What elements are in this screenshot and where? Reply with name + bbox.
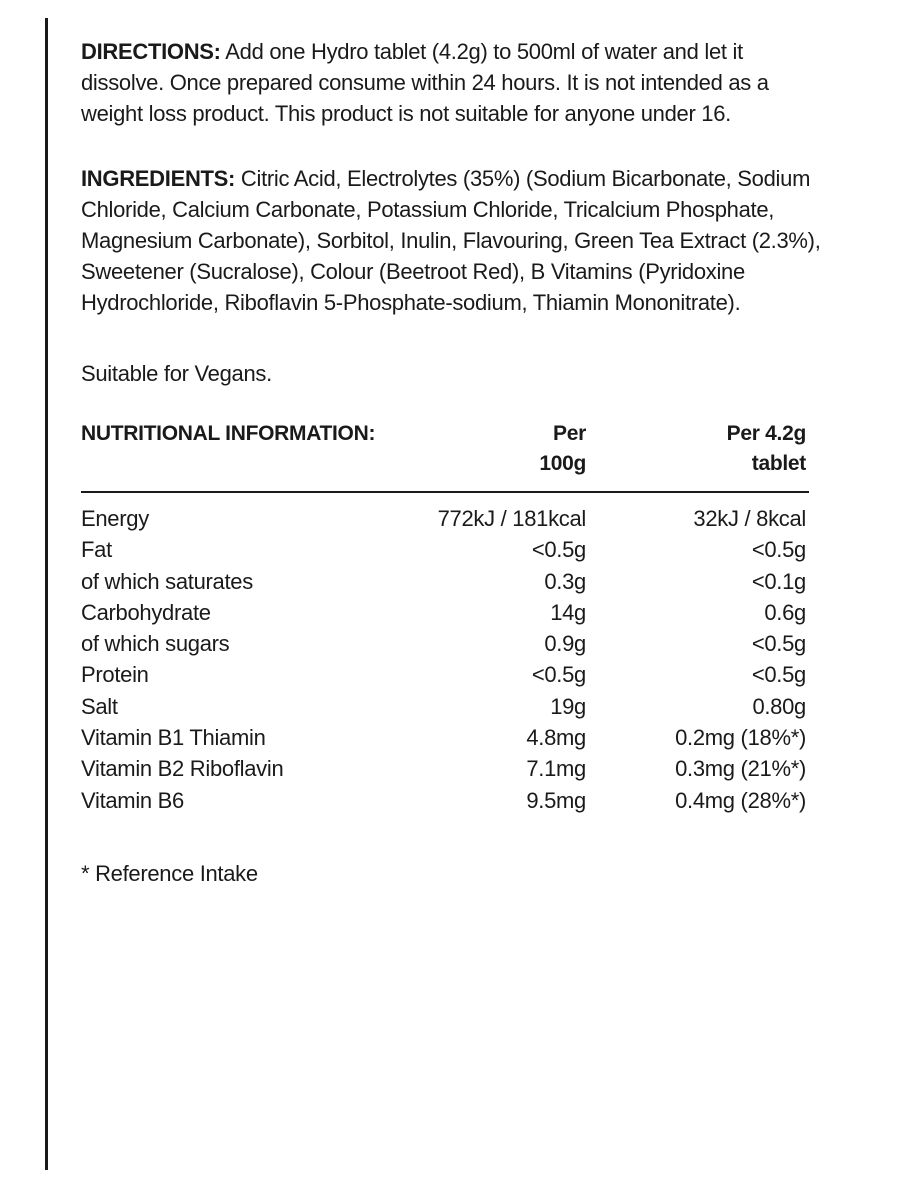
nutrition-header bbox=[81, 419, 821, 479]
column-header-per-tablet-line1: Per 4.2g bbox=[726, 422, 806, 445]
suitability-note: Suitable for Vegans. bbox=[81, 361, 272, 386]
value-per-100g: <0.5g bbox=[531, 662, 586, 688]
nutrition-table bbox=[81, 419, 821, 816]
nutrient-label: Protein bbox=[81, 662, 149, 688]
nutrient-label: Vitamin B2 Riboflavin bbox=[81, 756, 284, 782]
footnote: * Reference Intake bbox=[81, 860, 258, 886]
value-per-tablet: <0.5g bbox=[751, 662, 806, 688]
value-per-100g: 9.5mg bbox=[526, 787, 586, 813]
value-per-tablet: 32kJ / 8kcal bbox=[693, 506, 806, 531]
nutrient-label: Salt bbox=[81, 693, 118, 719]
table-row bbox=[81, 534, 821, 565]
value-per-100g: 7.1mg bbox=[526, 756, 586, 782]
nutrition-rows bbox=[81, 503, 821, 816]
table-row bbox=[81, 597, 821, 628]
table-row bbox=[81, 628, 821, 659]
nutrient-label: Energy bbox=[81, 506, 149, 531]
table-row bbox=[81, 659, 821, 690]
value-per-tablet: <0.5g bbox=[751, 537, 806, 563]
column-header-per-100g-line2: 100g bbox=[539, 452, 586, 475]
table-row bbox=[81, 753, 821, 784]
value-per-100g: <0.5g bbox=[531, 537, 586, 563]
value-per-100g: 772kJ / 181kcal bbox=[437, 506, 586, 531]
directions-text: Add one Hydro tablet (4.2g) to 500ml of water and let it dissolve. Once prepared consume within 24 hours. It is not intended as a weight loss product. This product is not suitable for anyone under 16. bbox=[81, 39, 769, 126]
nutrient-label: Carbohydrate bbox=[81, 599, 211, 625]
value-per-100g: 0.3g bbox=[544, 568, 586, 594]
column-header-per-tablet bbox=[586, 419, 806, 479]
header-divider bbox=[81, 491, 809, 493]
table-row bbox=[81, 503, 821, 534]
nutrient-label: Vitamin B1 Thiamin bbox=[81, 725, 266, 751]
table-row bbox=[81, 691, 821, 722]
table-row bbox=[81, 785, 821, 816]
column-header-per-100g bbox=[411, 419, 586, 479]
value-per-100g: 0.9g bbox=[544, 631, 586, 657]
nutrient-label: of which saturates bbox=[81, 568, 253, 594]
column-header-per-tablet-line2: tablet bbox=[751, 452, 806, 475]
directions-paragraph bbox=[81, 36, 821, 129]
nutrient-label: Vitamin B6 bbox=[81, 787, 184, 813]
nutrition-heading: NUTRITIONAL INFORMATION: bbox=[81, 422, 376, 445]
table-row bbox=[81, 566, 821, 597]
value-per-tablet: 0.4mg (28%*) bbox=[675, 787, 806, 813]
column-header-per-100g-line1: Per bbox=[553, 422, 586, 445]
value-per-tablet: 0.2mg (18%*) bbox=[675, 725, 806, 751]
nutrient-label: of which sugars bbox=[81, 631, 230, 657]
ingredients-text: Citric Acid, Electrolytes (35%) (Sodium Bicarbonate, Sodium Chloride, Calcium Carbonate, Potassium Chloride, Tricalcium Phosphate, Magnesium Carbonate), Sorbitol, Inulin, Flavouring, Green Tea Extract (2.3%), Sweetener (Sucralose), Colour (Beetroot Red), B Vitamins (Pyridoxine Hydrochloride, Riboflavin 5-Phosphate-sodium, Thiamin Mononitrate). bbox=[81, 166, 821, 315]
table-row bbox=[81, 722, 821, 753]
value-per-tablet: 0.3mg (21%*) bbox=[675, 756, 806, 782]
value-per-tablet: 0.6g bbox=[764, 599, 806, 625]
left-border-rule bbox=[45, 18, 48, 1170]
directions-heading: DIRECTIONS: bbox=[81, 39, 221, 64]
label-content bbox=[81, 36, 821, 889]
value-per-100g: 4.8mg bbox=[526, 725, 586, 751]
value-per-tablet: <0.1g bbox=[751, 568, 806, 594]
ingredients-paragraph bbox=[81, 163, 821, 318]
value-per-tablet: <0.5g bbox=[751, 631, 806, 657]
ingredients-heading: INGREDIENTS: bbox=[81, 166, 236, 191]
value-per-tablet: 0.80g bbox=[752, 693, 806, 719]
value-per-100g: 19g bbox=[550, 693, 586, 719]
nutrient-label: Fat bbox=[81, 537, 112, 563]
value-per-100g: 14g bbox=[550, 599, 586, 625]
